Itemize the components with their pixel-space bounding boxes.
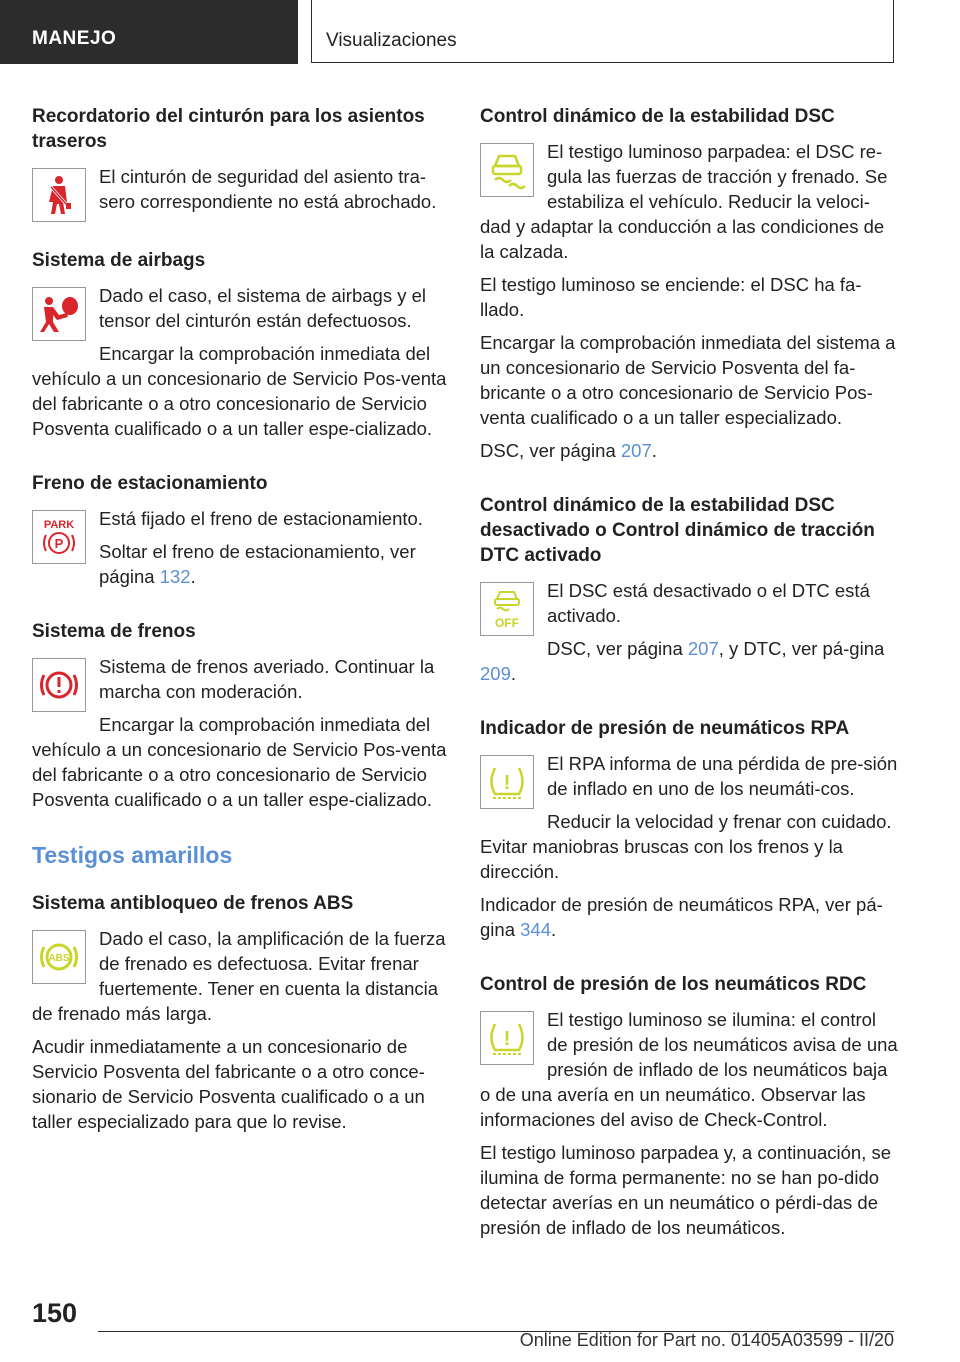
airbag-warning-icon xyxy=(32,287,86,341)
dsc-text-1: El testigo luminoso parpadea: el DSC re-gula las fuerzas de tracción y frenado. Se estabiliza el vehículo. Reducir la veloci-dad y adaptar la conducción a las condiciones de la calzada. xyxy=(480,141,888,262)
abs-text-1: Dado el caso, la amplificación de la fuerza de frenado es defectuosa. Evitar frenar fuertemente. Tener en cuenta la distancia de frenado más larga. xyxy=(32,928,446,1024)
rpa-text-2: Reducir la velocidad y frenar con cuidado. Evitar maniobras bruscas con los frenos y la dirección. xyxy=(480,811,892,882)
tire-pressure-icon xyxy=(480,755,534,809)
page-link[interactable]: 344 xyxy=(520,919,551,940)
dsc-off-text-1: El DSC está desactivado o el DTC está activado. xyxy=(547,580,870,626)
abs-text-2: Acudir inmediatamente a un concesionario de Servicio Posventa del fabricante o a otro conce-sionario de Servicio Posventa cualificado o a un taller especializado para que lo revise. xyxy=(32,1036,425,1132)
section-dsc xyxy=(480,104,900,471)
header-chapter-tab xyxy=(311,0,894,63)
header-chapter-label: Visualizaciones xyxy=(326,30,457,51)
section-title: Indicador de presión de neumáticos RPA xyxy=(480,718,850,739)
edition-footer: Online Edition for Part no. 01405A03599 - II/20 xyxy=(519,1330,894,1350)
tire-pressure-exclaim: ! xyxy=(503,1028,511,1050)
rdc-text-1: El testigo luminoso se ilumina: el control de presión de los neumáticos avisa de una presión de inflado de los neumáticos baja o de una avería en un neumático. Observar las informaciones del aviso de Check-Control. xyxy=(480,1009,898,1130)
dsc-off-icon xyxy=(480,582,534,636)
section-seatbelt xyxy=(32,104,452,226)
park-icon-text: PARK xyxy=(43,519,75,531)
section-title: Control dinámico de la estabilidad DSC desactivado o Control dinámico de tracción DTC activado xyxy=(480,495,875,566)
left-column xyxy=(32,104,452,1164)
section-rdc xyxy=(480,972,900,1248)
brakes-text-2: Encargar la comprobación inmediata del vehículo a un concesionario de Servicio Pos-venta del fabricante o a otro concesionario de Servicio Posventa cualificado o a un taller espe-cializado. xyxy=(32,714,447,810)
section-title: Sistema de airbags xyxy=(32,250,206,271)
section-title: Sistema de frenos xyxy=(32,621,196,642)
tire-pressure-exclaim: ! xyxy=(503,772,511,794)
tire-pressure-icon xyxy=(480,1011,534,1065)
seatbelt-text: El cinturón de seguridad del asiento tra-sero correspondiente no está abrochado. xyxy=(99,166,437,212)
airbag-text-1: Dado el caso, el sistema de airbags y el tensor del cinturón están defectuosos. xyxy=(99,285,427,331)
parking-text-2: Soltar el freno de estacionamiento, ver página 132. xyxy=(99,541,416,587)
abs-icon-text: ABS xyxy=(48,953,70,964)
dsc-text-2: El testigo luminoso se enciende: el DSC ha fa-llado. xyxy=(480,274,862,320)
svg-text:P: P xyxy=(54,536,64,551)
section-airbag xyxy=(32,248,452,449)
rpa-text-3: Indicador de presión de neumáticos RPA, ver pá-gina 344. xyxy=(480,894,883,940)
section-title: Control de presión de los neumáticos RDC xyxy=(480,974,867,995)
dsc-car-skid-icon xyxy=(480,143,534,197)
section-title: Sistema antibloqueo de frenos ABS xyxy=(32,893,354,914)
brake-warning-icon xyxy=(32,658,86,712)
parking-text-1: Está fijado el freno de estacionamiento. xyxy=(99,508,423,529)
right-column xyxy=(480,104,900,1270)
section-brakes xyxy=(32,619,452,820)
dsc-text-4: DSC, ver página 207. xyxy=(480,440,657,461)
brakes-text-1: Sistema de frenos averiado. Continuar la marcha con moderación. xyxy=(99,656,435,702)
section-title: Recordatorio del cinturón para los asientos traseros xyxy=(32,106,425,152)
header-section-tab xyxy=(0,0,298,64)
dsc-off-text-2: DSC, ver página 207, y DTC, ver pá-gina 209. xyxy=(480,638,885,684)
header-section-label: MANEJO xyxy=(32,28,117,49)
section-rpa xyxy=(480,716,900,950)
page-number: 150 xyxy=(32,1298,78,1328)
airbag-text-2: Encargar la comprobación inmediata del vehículo a un concesionario de Servicio Pos-venta del fabricante o a otro concesionario de Servicio Posventa cualificado o a un taller espe-cializado. xyxy=(32,343,447,439)
page-link[interactable]: 207 xyxy=(620,440,652,461)
page-link[interactable]: 132 xyxy=(159,566,191,587)
section-abs xyxy=(32,891,452,1142)
parking-brake-icon xyxy=(32,510,86,564)
yellow-lights-heading: Testigos amarillos xyxy=(32,842,233,868)
page-link[interactable]: 207 xyxy=(687,638,719,659)
section-parking-brake xyxy=(32,471,452,597)
section-dsc-off xyxy=(480,493,900,694)
abs-warning-icon xyxy=(32,930,86,984)
section-title: Freno de estacionamiento xyxy=(32,473,268,494)
dsc-text-3: Encargar la comprobación inmediata del sistema a un concesionario de Servicio Posventa del fa-bricante o a otro concesionario de Servicio Pos-venta cualificado o a un taller especializado. xyxy=(480,332,896,428)
rdc-text-2: El testigo luminoso parpadea y, a continuación, se ilumina de forma permanente: no se han po-dido detectar averías en un neumático o pérdi-das de presión de inflado de los neumáticos. xyxy=(480,1142,892,1238)
dsc-off-icon-text: OFF xyxy=(495,616,519,630)
seatbelt-warning-icon xyxy=(32,168,86,222)
page-link[interactable]: 209 xyxy=(480,663,511,684)
section-title: Control dinámico de la estabilidad DSC xyxy=(480,106,835,127)
rpa-text-1: El RPA informa de una pérdida de pre-sión de inflado en uno de los neumáti-cos. xyxy=(547,753,898,799)
